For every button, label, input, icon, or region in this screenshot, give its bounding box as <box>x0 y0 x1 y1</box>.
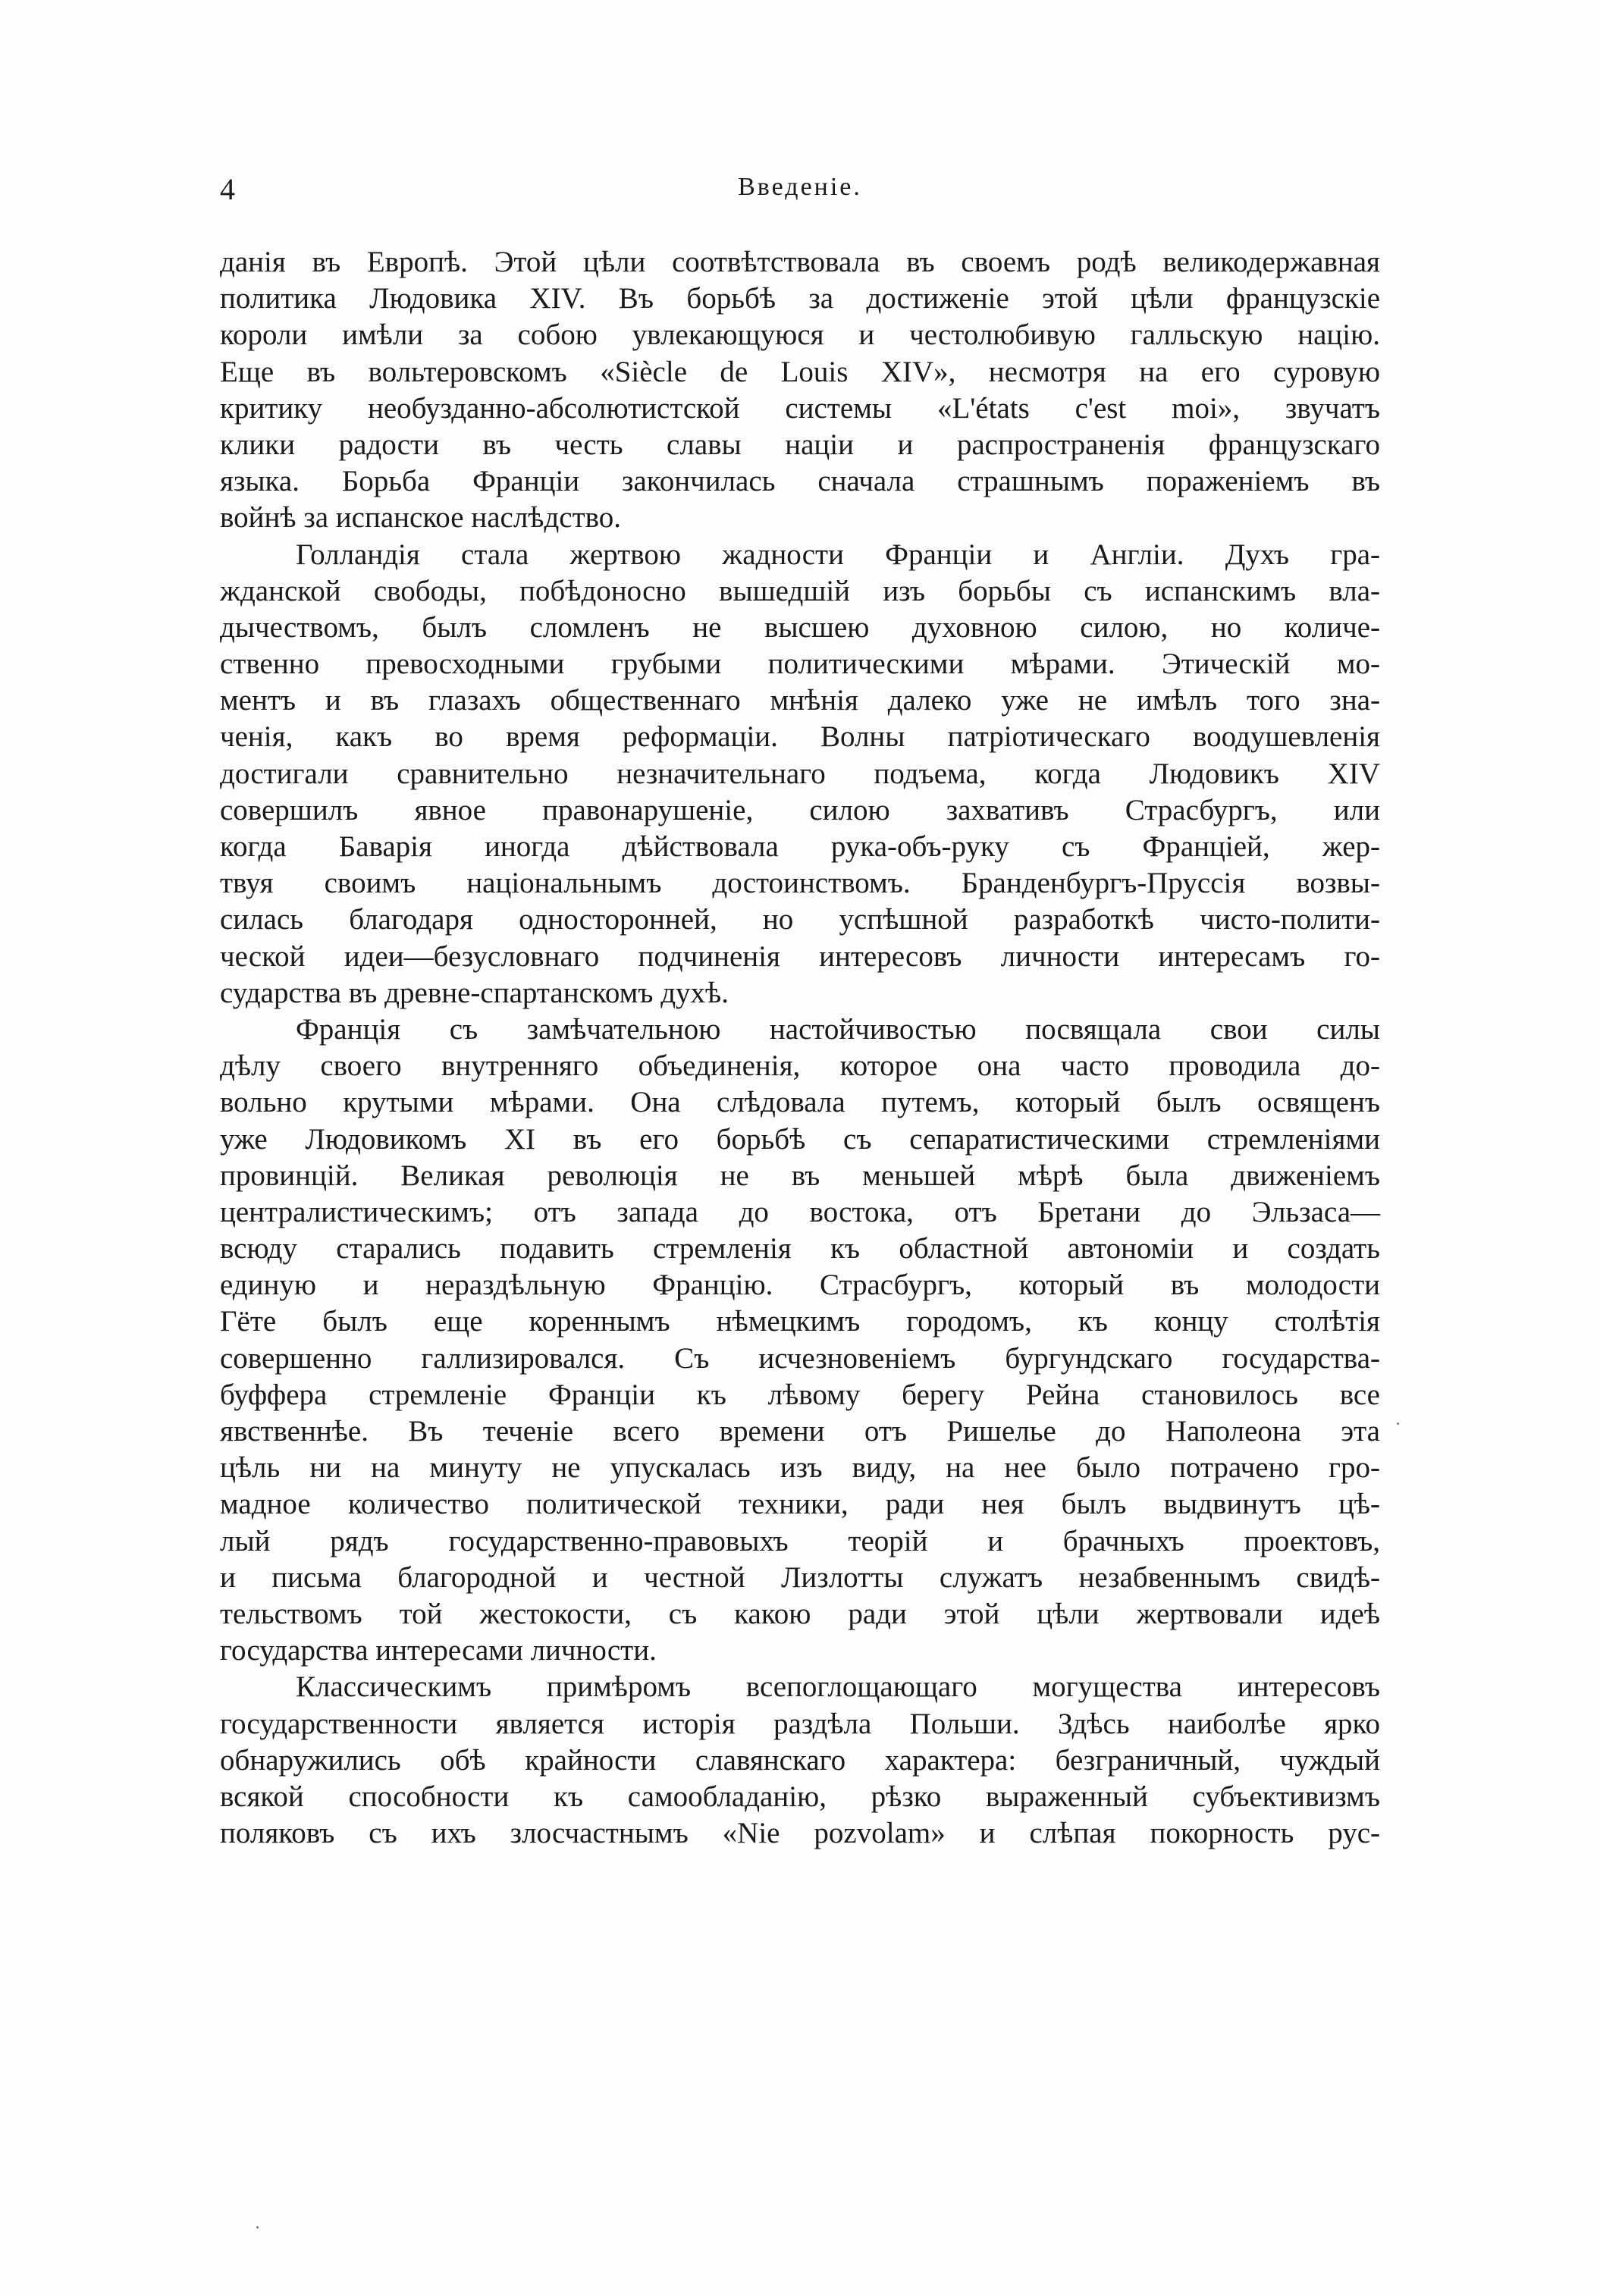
text-line: единую и нераздѣльную Францію. Страсбургъ, который въ молодости <box>220 1269 1380 1302</box>
text-line: войнѣ за испанское наслѣдство. <box>220 501 622 535</box>
text-line: достигали сравнительно незначительнаго подъема, когда Людовикъ XIV <box>220 757 1380 790</box>
text-line: совершилъ явное правонарушеніе, силою захвативъ Страсбургъ, или <box>220 793 1380 826</box>
text-line: Голландія стала жертвою жадности Франціи и Англіи. Духъ гра- <box>296 538 1380 571</box>
paragraph <box>220 244 1380 537</box>
text-line: вольно крутыми мѣрами. Она слѣдовала путемъ, который былъ освященъ <box>220 1086 1380 1119</box>
paragraph <box>220 537 1380 1012</box>
text-line: буффера стремленіе Франціи къ лѣвому берегу Рейна становилось все <box>220 1378 1380 1411</box>
text-line: обнаружились обѣ крайности славянскаго характера: безграничный, чуждый <box>220 1743 1380 1777</box>
text-line: государства интересами личности. <box>220 1634 657 1667</box>
text-line: тельствомъ той жестокости, съ какою ради этой цѣли жертвовали идеѣ <box>220 1597 1380 1630</box>
text-line: сударства въ древне-спартанскомъ духѣ. <box>220 976 729 1009</box>
text-line: жданской свободы, побѣдоносно вышедшій изъ борьбы съ испанскимъ вла- <box>220 574 1380 607</box>
text-line: ченія, какъ во время реформаціи. Волны патріотическаго воодушевленія <box>220 720 1380 754</box>
text-line: короли имѣли за собою увлекающуюся и честолюбивую галльскую націю. <box>220 318 1380 352</box>
text-line: и письма благородной и честной Лизлотты служатъ незабвеннымъ свидѣ- <box>220 1560 1380 1594</box>
text-line: данія въ Европѣ. Этой цѣли соотвѣтствовала въ своемъ родѣ великодержавная <box>220 246 1380 278</box>
text-line: дычествомъ, былъ сломленъ не высшею духовною силою, но количе- <box>220 610 1380 644</box>
text-line: языка. Борьба Франціи закончилась сначала страшнымъ пораженіемъ въ <box>220 465 1380 498</box>
text-line: твуя своимъ національнымъ достоинствомъ. Бранденбургъ-Пруссія возвы- <box>220 867 1380 900</box>
text-line: уже Людовикомъ XI въ его борьбѣ съ сепаратистическими стремленіями <box>220 1122 1380 1156</box>
text-line: лый рядъ государственно-правовыхъ теорій и брачныхъ проектовъ, <box>220 1524 1380 1557</box>
text-line: Гёте былъ еще кореннымъ нѣмецкимъ городомъ, къ концу столѣтія <box>220 1305 1380 1338</box>
text-line: политика Людовика XIV. Въ борьбѣ за достиженіе этой цѣли французскіе <box>220 282 1380 315</box>
text-line: всюду старались подавить стремленія къ областной автономіи и создать <box>220 1232 1380 1266</box>
text-line: дѣлу своего внутренняго объединенія, которое она часто проводила до- <box>220 1049 1380 1083</box>
page-header <box>220 171 1380 217</box>
text-line: государственности является исторія раздѣла Польши. Здѣсь наиболѣе ярко <box>220 1707 1380 1740</box>
body-text <box>220 244 1380 1852</box>
text-line: провинцій. Великая революція не въ меньшей мѣрѣ была движеніемъ <box>220 1159 1380 1192</box>
print-speck <box>1397 1422 1399 1425</box>
text-line: мадное количество политической техники, ради нея былъ выдвинутъ цѣ- <box>220 1488 1380 1521</box>
print-speck <box>256 2226 259 2229</box>
text-line: поляковъ съ ихъ злосчастнымъ «Nie pozvolam» и слѣпая покорность рус- <box>220 1817 1380 1850</box>
paragraph <box>220 1669 1380 1852</box>
text-line: цѣль ни на минуту не упускалась изъ виду, на нее было потрачено гро- <box>220 1451 1380 1485</box>
text-line: Франція съ замѣчательною настойчивостью посвящала свои силы <box>296 1012 1380 1046</box>
text-line: критику необузданно-абсолютистской системы «L'états c'est moi», звучатъ <box>220 391 1380 425</box>
text-line: Еще въ вольтеровскомъ «Siècle de Louis XIV», несмотря на его суровую <box>220 355 1380 388</box>
text-line: клики радости въ честь славы націи и распространенія французскаго <box>220 428 1380 461</box>
text-line: ментъ и въ глазахъ общественнаго мнѣнія далеко уже не имѣлъ того зна- <box>220 684 1380 717</box>
paragraph <box>220 1012 1380 1669</box>
text-line: явственнѣе. Въ теченіе всего времени отъ Ришелье до Наполеона эта <box>220 1415 1380 1448</box>
text-line: ственно превосходными грубыми политическими мѣрами. Этическій мо- <box>220 648 1380 681</box>
page-number: 4 <box>220 172 235 206</box>
text-line: когда Баварія иногда дѣйствовала рука-объ-руку съ Франціей, жер- <box>220 830 1380 863</box>
text-line: Классическимъ примѣромъ всепоглощающаго могущества интересовъ <box>296 1670 1380 1704</box>
running-title: Введеніе. <box>738 173 862 201</box>
text-line: централистическимъ; отъ запада до востока, отъ Бретани до Эльзаса— <box>220 1195 1380 1228</box>
text-line: всякой способности къ самообладанію, рѣзко выраженный субъективизмъ <box>220 1780 1380 1813</box>
text-line: силась благодаря односторонней, но успѣшной разработкѣ чисто-полити- <box>220 903 1380 936</box>
text-line: совершенно галлизировался. Съ исчезновеніемъ бургундскаго государства- <box>220 1341 1380 1375</box>
text-line: ческой идеи—безусловнаго подчиненія интересовъ личности интересамъ го- <box>220 939 1380 973</box>
